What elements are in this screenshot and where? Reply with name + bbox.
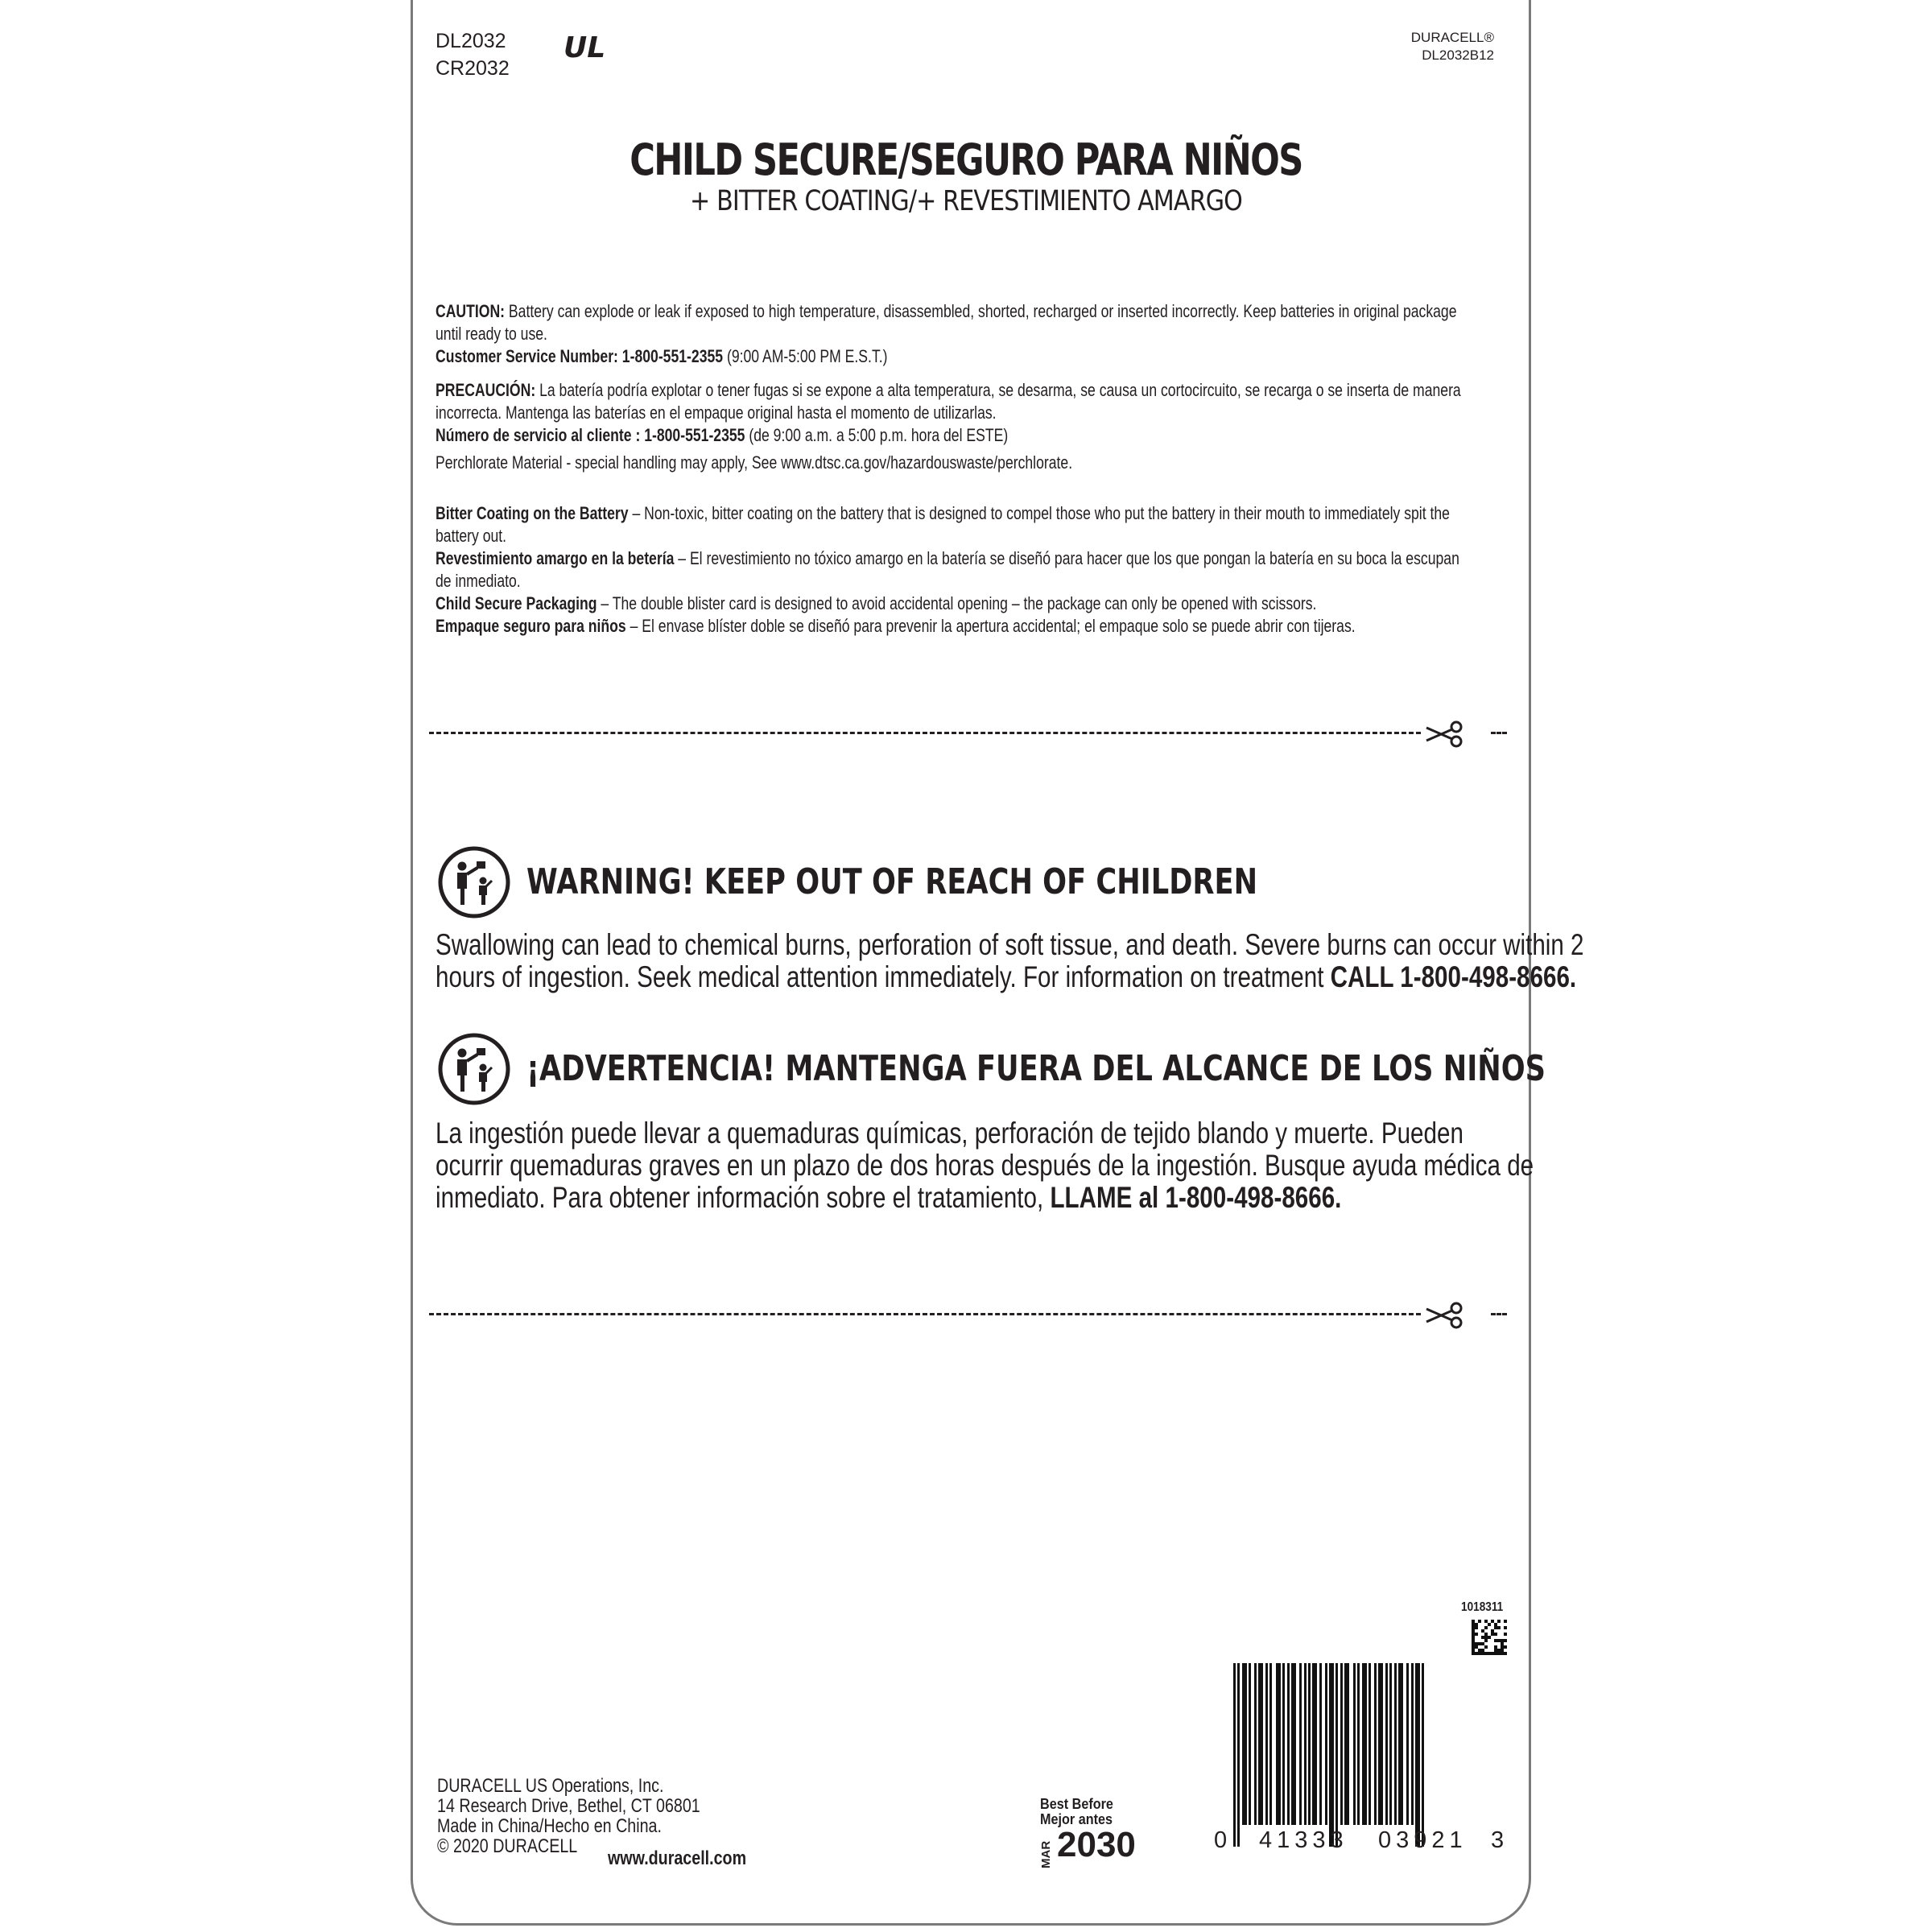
- customer-service-es-hours: (de 9:00 a.m. a 5:00 p.m. hora del ESTE): [745, 425, 1009, 445]
- bitter-en-line-1: [436, 502, 1450, 525]
- warning-es-line-3: [436, 1182, 1341, 1214]
- customer-service-en-label: Customer Service Number: 1-800-551-2355: [436, 346, 724, 366]
- upc-digit-first: 0: [1214, 1827, 1228, 1853]
- model-number-dl: DL2032: [436, 30, 506, 52]
- brand-name: DURACELL®: [1410, 30, 1494, 45]
- cut-line-top-end: [1491, 732, 1507, 734]
- warning-en-text: hours of ingestion. Seek medical attention immediately. For information on treatment: [436, 960, 1331, 993]
- caution-es-line-2: incorrecta. Mantenga las baterías en el empaque original hasta el momento de utilizarlas.: [436, 402, 997, 423]
- cut-line-bottom: [429, 1313, 1421, 1315]
- cut-line-top: [429, 732, 1421, 734]
- packaging-es-text: – El envase blíster doble se diseñó para prevenir la apertura accidental; el empaque solo se puede abrir con tijeras.: [625, 616, 1356, 636]
- warning-es-heading: ¡ADVERTENCIA! MANTENGA FUERA DEL ALCANCE DE LOS NIÑOS: [526, 1048, 1546, 1089]
- packaging-es: [436, 615, 1356, 638]
- company-name: DURACELL US Operations, Inc.: [437, 1775, 664, 1797]
- expiry-year: 2030: [1057, 1825, 1136, 1864]
- scissors-icon[interactable]: [1425, 1299, 1463, 1335]
- headline-main: CHILD SECURE/SEGURO PARA NIÑOS: [630, 134, 1302, 185]
- caution-en-line-1: [436, 300, 1457, 323]
- warning-es-heading-wrap: [526, 1048, 1801, 1090]
- best-before-en: Best Before: [1040, 1796, 1113, 1812]
- caution-en-text: Battery can explode or leak if exposed to high temperature, disassembled, shorted, recharged or inserted incorrectly. Keep batteries in original package: [505, 301, 1457, 321]
- matrix-cell: [1504, 1652, 1507, 1655]
- bitter-es-text: – El revestimiento no tóxico amargo en la batería se diseñó para hacer que los que pongan la batería en su boca la escupan: [674, 548, 1459, 568]
- customer-service-en-hours: (9:00 AM-5:00 PM E.S.T.): [723, 346, 888, 366]
- warning-en-body: [436, 929, 1871, 993]
- packaging-en-label: Child Secure Packaging: [436, 593, 597, 613]
- caution-es-label: PRECAUCIÓN:: [436, 380, 536, 400]
- bitter-es-line-1: [436, 547, 1459, 570]
- barcode-bar: [1424, 1663, 1426, 1847]
- scissors-icon[interactable]: [1425, 718, 1463, 754]
- bitter-en-text: – Non-toxic, bitter coating on the battery that is designed to compel those who put the battery in their mouth to immediately spit the: [628, 503, 1450, 523]
- best-before-labels: [1040, 1797, 1121, 1827]
- warning-en-call: CALL 1-800-498-8666.: [1330, 960, 1577, 993]
- customer-service-es-label: Número de servicio al cliente : 1-800-551-2355: [436, 425, 745, 445]
- perchlorate-notice: Perchlorate Material - special handling may apply, See www.dtsc.ca.gov/hazardouswaste/perchlorate.: [436, 452, 1073, 473]
- company-info: [437, 1776, 758, 1856]
- caution-es-text: La batería podría explotar o tener fugas si se expone a alta temperatura, se desarma, se causa un cortocircuito, se recarga o se inserta de manera: [535, 380, 1461, 400]
- upc-digits-left: 41333: [1259, 1827, 1348, 1853]
- model-number-cr: CR2032: [436, 57, 510, 80]
- warning-es-call: LLAME al 1-800-498-8666.: [1050, 1181, 1342, 1214]
- model-numbers: [436, 27, 510, 82]
- warning-en-heading-wrap: [526, 861, 1440, 903]
- customer-service-en: [436, 345, 888, 368]
- packaging-en: [436, 592, 1316, 615]
- keep-away-from-children-icon: [437, 845, 511, 923]
- bitter-en-label: Bitter Coating on the Battery: [436, 503, 629, 523]
- data-matrix-code: [1472, 1620, 1507, 1655]
- caution-en-label: CAUTION:: [436, 301, 506, 321]
- warning-es-line-2: ocurrir quemaduras graves en un plazo de dos horas después de la ingestión. Busque ayuda médica de: [436, 1149, 1534, 1182]
- upc-barcode: [1233, 1663, 1502, 1847]
- packaging-en-text: – The double blister card is designed to avoid accidental opening – the package can only be opened with scissors.: [597, 593, 1317, 613]
- bitter-es-label: Revestimiento amargo en la betería: [436, 548, 675, 568]
- expiry-month: MAR: [1039, 1840, 1053, 1868]
- features-block: [436, 502, 1498, 638]
- caution-es-line-1: [436, 379, 1461, 402]
- warning-es-body: [436, 1117, 1808, 1214]
- sku-code: DL2032B12: [1422, 47, 1494, 63]
- warning-en-heading: WARNING! KEEP OUT OF REACH OF CHILDREN: [526, 861, 1258, 902]
- caution-block: [436, 300, 1498, 474]
- headline: [0, 135, 1932, 217]
- website-wrap: [608, 1848, 777, 1868]
- packaging-es-label: Empaque seguro para niños: [436, 616, 626, 636]
- ul-certification-icon: [560, 31, 610, 67]
- part-number-wrap: [1461, 1600, 1510, 1615]
- best-before-es: Mejor antes: [1040, 1811, 1113, 1827]
- upc-digits-right: 03921: [1378, 1827, 1468, 1853]
- keep-away-from-children-icon: [437, 1032, 511, 1110]
- bitter-en-line-2: battery out.: [436, 526, 507, 546]
- country-of-origin: Made in China/Hecho en China.: [437, 1815, 662, 1837]
- warning-es-line-1: La ingestión puede llevar a quemaduras químicas, perforación de tejido blando y muerte. Pueden: [436, 1117, 1463, 1150]
- warning-en-line-2: [436, 961, 1576, 993]
- customer-service-es: [436, 424, 1008, 447]
- copyright: © 2020 DURACELL: [437, 1835, 578, 1857]
- warning-es-text: inmediato. Para obtener información sobre el tratamiento,: [436, 1181, 1051, 1214]
- caution-en-line-2: until ready to use.: [436, 324, 547, 344]
- company-address: 14 Research Drive, Bethel, CT 06801: [437, 1795, 700, 1817]
- bitter-es-line-2: de inmediato.: [436, 571, 521, 591]
- cut-line-bottom-end: [1491, 1313, 1507, 1315]
- svg-text:UL: UL: [564, 31, 606, 63]
- part-number: 1018311: [1461, 1600, 1504, 1614]
- brand-block: [1368, 29, 1494, 64]
- warning-en-line-1: Swallowing can lead to chemical burns, perforation of soft tissue, and death. Severe burns can occur within 2: [436, 928, 1584, 961]
- website-link[interactable]: www.duracell.com: [608, 1847, 747, 1869]
- upc-digit-last: 3: [1491, 1827, 1505, 1853]
- headline-sub: + BITTER COATING/+ REVESTIMIENTO AMARGO: [689, 185, 1243, 217]
